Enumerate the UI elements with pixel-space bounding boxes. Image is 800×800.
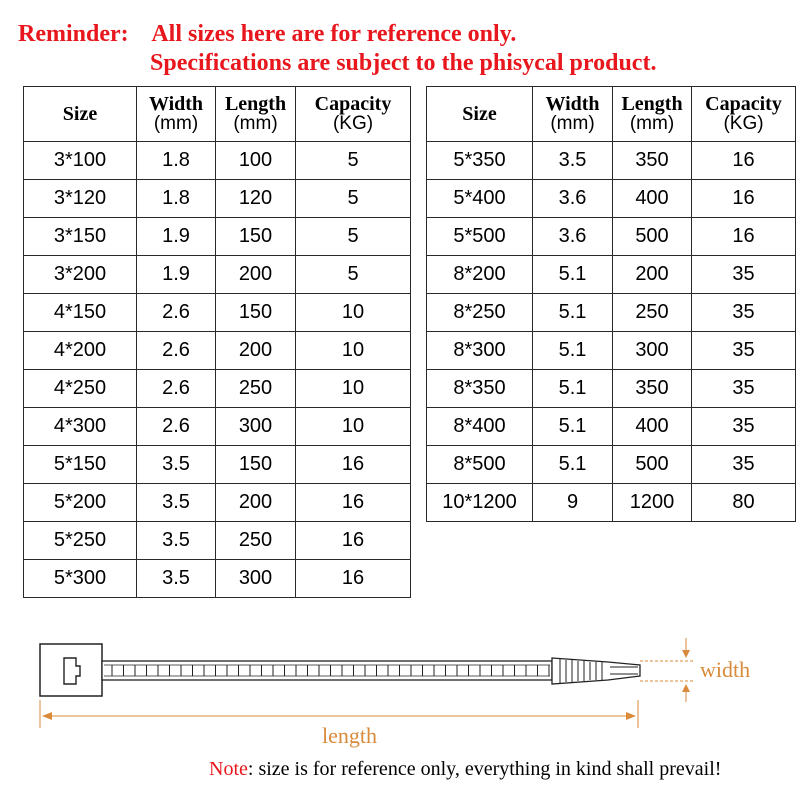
table-row bbox=[427, 446, 796, 484]
table-row bbox=[427, 256, 796, 294]
cell-size: 5*400 bbox=[427, 180, 533, 218]
reminder-banner bbox=[18, 20, 788, 78]
cell-length: 500 bbox=[613, 446, 692, 484]
cell-length: 200 bbox=[216, 256, 296, 294]
cell-width: 3.5 bbox=[533, 142, 613, 180]
cell-width: 3.6 bbox=[533, 218, 613, 256]
cell-length: 100 bbox=[216, 142, 296, 180]
cell-size: 3*150 bbox=[24, 218, 137, 256]
cell-size: 8*350 bbox=[427, 370, 533, 408]
cell-size: 3*100 bbox=[24, 142, 137, 180]
cell-width: 3.5 bbox=[137, 522, 216, 560]
header-length: Length (mm) bbox=[613, 87, 692, 142]
cell-size: 4*150 bbox=[24, 294, 137, 332]
cell-width: 9 bbox=[533, 484, 613, 522]
cell-width: 5.1 bbox=[533, 256, 613, 294]
cell-length: 200 bbox=[613, 256, 692, 294]
cell-length: 1200 bbox=[613, 484, 692, 522]
cell-width: 1.8 bbox=[137, 180, 216, 218]
table-row bbox=[427, 294, 796, 332]
cell-size: 5*350 bbox=[427, 142, 533, 180]
cell-size: 5*250 bbox=[24, 522, 137, 560]
cell-length: 300 bbox=[216, 560, 296, 598]
spec-table-left bbox=[23, 86, 411, 598]
cell-size: 5*300 bbox=[24, 560, 137, 598]
table-row bbox=[24, 332, 411, 370]
cell-width: 3.5 bbox=[137, 446, 216, 484]
cell-size: 4*250 bbox=[24, 370, 137, 408]
cell-capacity: 5 bbox=[296, 256, 411, 294]
cell-width: 5.1 bbox=[533, 370, 613, 408]
cell-length: 200 bbox=[216, 484, 296, 522]
table-row bbox=[427, 180, 796, 218]
table-row bbox=[24, 560, 411, 598]
cell-capacity: 35 bbox=[692, 256, 796, 294]
cell-size: 8*200 bbox=[427, 256, 533, 294]
table-row bbox=[427, 142, 796, 180]
table-row bbox=[24, 294, 411, 332]
cell-capacity: 5 bbox=[296, 218, 411, 256]
cell-size: 10*1200 bbox=[427, 484, 533, 522]
reminder-line-1: All sizes here are for reference only. bbox=[151, 21, 517, 47]
cell-size: 8*300 bbox=[427, 332, 533, 370]
table-row bbox=[427, 218, 796, 256]
cell-capacity: 10 bbox=[296, 370, 411, 408]
cell-width: 2.6 bbox=[137, 332, 216, 370]
cell-capacity: 10 bbox=[296, 332, 411, 370]
table-row bbox=[427, 408, 796, 446]
table-row bbox=[427, 370, 796, 408]
cell-length: 200 bbox=[216, 332, 296, 370]
cell-length: 250 bbox=[216, 370, 296, 408]
header-capacity: Capacity (KG) bbox=[296, 87, 411, 142]
cell-length: 400 bbox=[613, 180, 692, 218]
cell-length: 500 bbox=[613, 218, 692, 256]
cell-capacity: 10 bbox=[296, 408, 411, 446]
cell-length: 120 bbox=[216, 180, 296, 218]
table-header-row bbox=[24, 87, 411, 142]
table-row bbox=[427, 484, 796, 522]
cell-width: 5.1 bbox=[533, 294, 613, 332]
cell-length: 350 bbox=[613, 142, 692, 180]
cell-capacity: 35 bbox=[692, 294, 796, 332]
cell-width: 5.1 bbox=[533, 408, 613, 446]
cell-size: 3*120 bbox=[24, 180, 137, 218]
cell-width: 3.6 bbox=[533, 180, 613, 218]
cell-capacity: 16 bbox=[692, 218, 796, 256]
cell-length: 150 bbox=[216, 294, 296, 332]
table-row bbox=[24, 256, 411, 294]
cell-width: 5.1 bbox=[533, 332, 613, 370]
cell-size: 8*250 bbox=[427, 294, 533, 332]
width-label: width bbox=[700, 657, 751, 682]
cell-capacity: 35 bbox=[692, 408, 796, 446]
cell-capacity: 16 bbox=[296, 446, 411, 484]
cell-size: 8*500 bbox=[427, 446, 533, 484]
cell-width: 2.6 bbox=[137, 370, 216, 408]
cell-length: 250 bbox=[216, 522, 296, 560]
cell-size: 5*200 bbox=[24, 484, 137, 522]
header-capacity: Capacity (KG) bbox=[692, 87, 796, 142]
cell-length: 400 bbox=[613, 408, 692, 446]
header-width: Width (mm) bbox=[137, 87, 216, 142]
reminder-label: Reminder: bbox=[18, 21, 129, 47]
reminder-line-2: Specifications are subject to the phisycal product. bbox=[150, 50, 657, 76]
header-width: Width (mm) bbox=[533, 87, 613, 142]
table-row bbox=[24, 370, 411, 408]
table-row bbox=[24, 446, 411, 484]
note-text: : size is for reference only, everything in kind shall prevail! bbox=[247, 758, 722, 780]
table-header-row bbox=[427, 87, 796, 142]
footer-note bbox=[209, 758, 721, 781]
table-row bbox=[24, 218, 411, 256]
table-body-left bbox=[24, 142, 411, 598]
cell-length: 350 bbox=[613, 370, 692, 408]
cell-length: 150 bbox=[216, 218, 296, 256]
cell-length: 250 bbox=[613, 294, 692, 332]
cell-length: 300 bbox=[216, 408, 296, 446]
header-length: Length (mm) bbox=[216, 87, 296, 142]
cell-size: 4*200 bbox=[24, 332, 137, 370]
cell-width: 5.1 bbox=[533, 446, 613, 484]
table-row bbox=[427, 332, 796, 370]
cell-width: 1.9 bbox=[137, 256, 216, 294]
cell-capacity: 5 bbox=[296, 180, 411, 218]
cell-capacity: 16 bbox=[296, 522, 411, 560]
cell-width: 1.8 bbox=[137, 142, 216, 180]
cell-length: 150 bbox=[216, 446, 296, 484]
spec-table-right bbox=[426, 86, 796, 522]
table-row bbox=[24, 142, 411, 180]
cell-capacity: 35 bbox=[692, 370, 796, 408]
cell-capacity: 5 bbox=[296, 142, 411, 180]
cell-capacity: 16 bbox=[296, 484, 411, 522]
cell-width: 1.9 bbox=[137, 218, 216, 256]
header-size: Size bbox=[24, 87, 137, 142]
cell-capacity: 10 bbox=[296, 294, 411, 332]
length-label: length bbox=[322, 723, 377, 748]
table-row bbox=[24, 180, 411, 218]
cell-length: 300 bbox=[613, 332, 692, 370]
cell-capacity: 16 bbox=[692, 142, 796, 180]
cell-capacity: 35 bbox=[692, 446, 796, 484]
cell-width: 3.5 bbox=[137, 560, 216, 598]
table-body-right bbox=[427, 142, 796, 522]
table-row bbox=[24, 408, 411, 446]
cell-capacity: 16 bbox=[692, 180, 796, 218]
cell-size: 4*300 bbox=[24, 408, 137, 446]
cell-capacity: 16 bbox=[296, 560, 411, 598]
cell-width: 2.6 bbox=[137, 294, 216, 332]
table-row bbox=[24, 522, 411, 560]
table-row bbox=[24, 484, 411, 522]
cell-size: 3*200 bbox=[24, 256, 137, 294]
cell-size: 8*400 bbox=[427, 408, 533, 446]
cell-capacity: 35 bbox=[692, 332, 796, 370]
cell-capacity: 80 bbox=[692, 484, 796, 522]
cell-width: 3.5 bbox=[137, 484, 216, 522]
cell-width: 2.6 bbox=[137, 408, 216, 446]
cell-size: 5*150 bbox=[24, 446, 137, 484]
cell-size: 5*500 bbox=[427, 218, 533, 256]
note-key: Note bbox=[209, 758, 248, 780]
header-size: Size bbox=[427, 87, 533, 142]
width-dimension bbox=[640, 638, 694, 702]
